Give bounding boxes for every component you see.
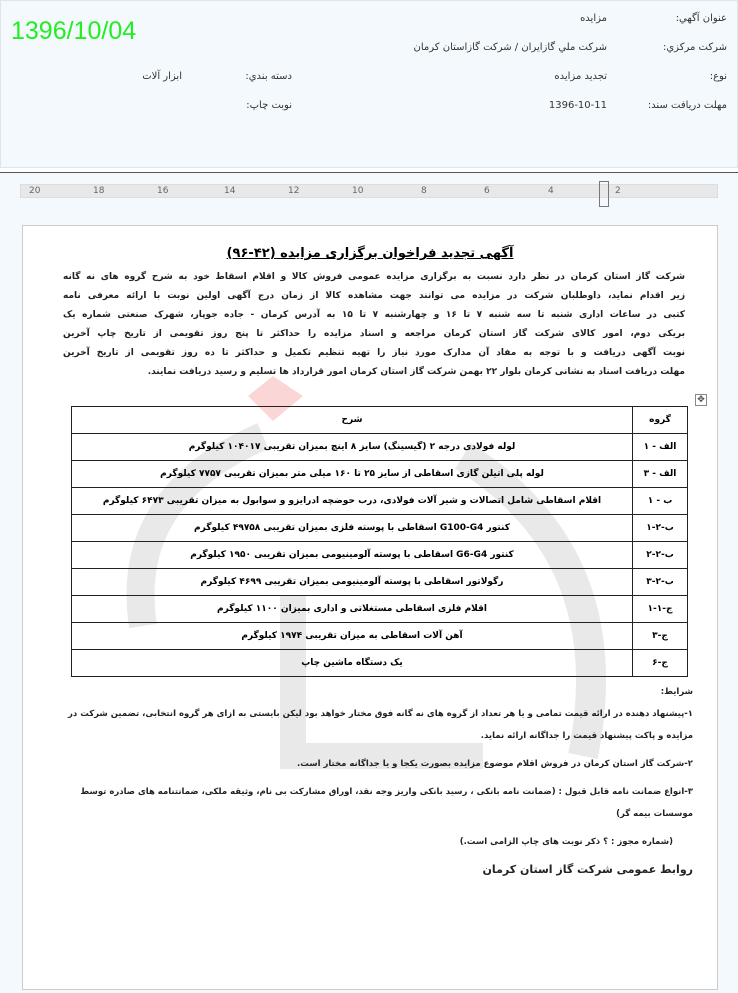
conditions-label: شرایط: — [660, 687, 693, 697]
document-body-flow — [63, 406, 693, 881]
group-cell: ب-۲-۳ — [633, 569, 688, 596]
paragraph-line: بریکی دوم، امور کالای شرکت گاز استان کرمان مراجعه و اسناد مزایده را حداکثر تا پنج روز تقویمی از تاریخ چاپ آخرین — [63, 329, 685, 339]
condition-item: ۳-انواع ضمانت نامه قابل قبول : (ضمانت نامه بانکی ، رسید بانکی واریز وجه نقد، اوراق مشارکت بی نام، وثیقه ملکی، ضمانتنامه های صادره توسط موسسات بیمه گر) — [80, 787, 693, 819]
paragraph-line: نوبت آگهی دریافت و با توجه به مفاد آن مدارک مورد نیاز را تهیه تنظیم تکمیل و حداکثر تا ده روز تقویمی از تاریخ آخرین — [63, 348, 685, 358]
signature: روابط عمومی شرکت گاز استان کرمان — [482, 863, 693, 876]
ruler-tick: 6 — [484, 186, 490, 196]
description-cell: اقلام اسقاطی شامل اتصالات و شیر آلات فولادی، درب حوضچه ادرایزو و سوابول به میزان تقریبی ۶۴۷۳ کیلوگرم — [72, 488, 633, 515]
description-cell: اقلام فلزی اسقاطی مستغلاتی و اداری بمیزان ۱۱۰۰ کیلوگرم — [72, 596, 633, 623]
indent-marker[interactable] — [599, 181, 609, 207]
group-cell: الف - ۳ — [633, 461, 688, 488]
group-cell: ج-۶ — [633, 650, 688, 677]
ruler-tick: 12 — [288, 186, 300, 196]
ruler-tick: 2 — [615, 186, 621, 196]
condition-item: ۱-پیشنهاد دهنده در ارائه قیمت تمامی و یا هر تعداد از گروه های نه گانه فوق مختار خواهد بود لیکن بایستی به ازای هر گروه انتخابی، تضمین شرکت در مزایده و پاکت پیشنهاد قیمت را جداگانه ارائه نماید. — [67, 709, 693, 741]
group-cell: ب-۲-۲ — [633, 542, 688, 569]
field-label-print-turn: نوبت چاپ: — [246, 100, 292, 111]
table-row — [72, 515, 688, 542]
ruler-tick: 10 — [352, 186, 364, 196]
ad-date: 1396/10/04 — [11, 17, 137, 45]
field-label-company: شركت مركزي: — [662, 42, 727, 53]
field-label-deadline: مهلت دريافت سند: — [647, 100, 727, 111]
field-label-type: نوع: — [709, 71, 727, 82]
description-cell: کنتور G6-G4 اسقاطی با پوسته آلومینیومی بمیزان تقریبی ۱۹۵۰ کیلوگرم — [72, 542, 633, 569]
paragraph-line: شرکت گاز استان کرمان در نظر دارد نسبت به برگزاری مزایده عمومی فروش کالا و اقلام اسقاط خود به شرح گروه های نه گانه — [63, 272, 685, 282]
group-cell: ج-۳ — [633, 623, 688, 650]
group-cell: الف - ۱ — [633, 434, 688, 461]
ruler-tick: 18 — [93, 186, 105, 196]
permit-line: (شماره مجوز : ؟ ذکر نوبت های چاپ الزامی است.) — [459, 837, 673, 847]
ruler-tick: 20 — [29, 186, 41, 196]
group-cell: ج-۱-۱ — [633, 596, 688, 623]
ruler[interactable] — [20, 184, 718, 198]
ruler-tick: 8 — [421, 186, 427, 196]
table-row — [72, 542, 688, 569]
description-cell: کنتور G100-G4 اسقاطی با پوسته فلزی بمیزان تقریبی ۴۹۷۵۸ کیلوگرم — [72, 515, 633, 542]
items-table — [71, 406, 688, 677]
description-cell: لوله فولادی درجه ۲ (گیسینگ) سایز ۸ اینچ بمیزان تقریبی ۱۰۴۰۱۷ کیلوگرم — [72, 434, 633, 461]
field-value-company: شركت ملي گازايران / شركت گازاستان كرمان — [413, 42, 607, 53]
conditions-section — [63, 681, 693, 881]
table-row — [72, 488, 688, 515]
group-cell: ب-۲-۱ — [633, 515, 688, 542]
field-value-deadline: 1396-10-11 — [548, 100, 607, 111]
description-cell: رگولاتور اسقاطی با پوسته آلومینیومی بمیزان تقریبی ۴۶۹۹ کیلوگرم — [72, 569, 633, 596]
ruler-tick: 16 — [157, 186, 169, 196]
field-label-category: دسته بندي: — [245, 71, 292, 82]
table-move-handle-icon[interactable]: ✥ — [695, 394, 707, 406]
condition-item: ۲-شرکت گاز استان کرمان در فروش اقلام موضوع مزایده بصورت یکجا و یا جداگانه مختار است. — [297, 759, 693, 769]
description-cell: یک دستگاه ماشین چاپ — [72, 650, 633, 677]
table-row — [72, 569, 688, 596]
description-cell: آهن آلات اسقاطی به میزان تقریبی ۱۹۷۴ کیلوگرم — [72, 623, 633, 650]
description-cell: لوله پلی اتیلن گازی اسقاطی از سایز ۲۵ تا ۱۶۰ میلی متر بمیزان تقریبی ۷۷۵۷ کیلوگرم — [72, 461, 633, 488]
table-header-row — [72, 407, 688, 434]
group-cell: گروه — [633, 407, 688, 434]
ad-info-panel — [0, 0, 738, 168]
document-title: آگهی تجدید فراخوان برگزاری مزایده (۴۲-۹۶) — [226, 246, 514, 261]
ruler-tick: 4 — [548, 186, 554, 196]
document-viewer — [0, 172, 738, 993]
description-cell: شرح — [72, 407, 633, 434]
field-value-type: تجديد مزايده — [554, 71, 607, 82]
table-row — [72, 461, 688, 488]
field-value-category: ابزار آلات — [142, 71, 182, 82]
paragraph-line: زیر اقدام نماید، داوطلبان شرکت در مزایده می توانند جهت مشاهده کالا از زمان درج آگهی اولین نوبت با ارائه معرفی نامه — [63, 291, 685, 301]
document-page — [22, 225, 718, 990]
field-label-title: عنوان آگهي: — [675, 13, 727, 24]
table-row — [72, 434, 688, 461]
field-value-title: مزايده — [580, 13, 607, 24]
ruler-tick: 14 — [224, 186, 236, 196]
table-row — [72, 596, 688, 623]
table-row — [72, 623, 688, 650]
table-row — [72, 650, 688, 677]
group-cell: ب - ۱ — [633, 488, 688, 515]
intro-paragraph — [63, 268, 685, 382]
paragraph-line: کتبی در ساعات اداری شنبه تا سه شنبه ۷ تا ۱۶ و چهارشنبه ۷ تا ۱۵ به آدرس کرمان - جاده جوپار، شهرک صنعتی شماره یک — [63, 310, 685, 320]
paragraph-line: مهلت دریافت اسناد به نشانی کرمان بلوار ۲۲ بهمن شرکت گاز استان کرمان امور قرارداد ها تسلیم و رسید دریافت نمایند. — [147, 367, 685, 377]
